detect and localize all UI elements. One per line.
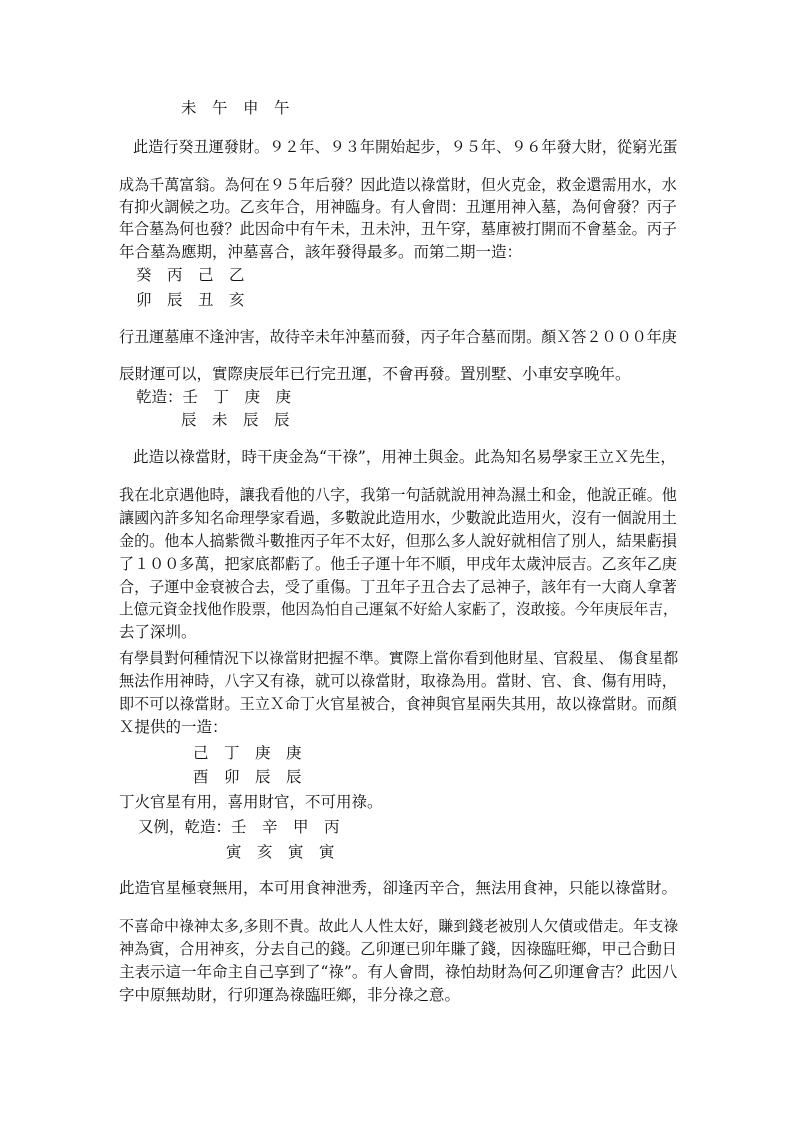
paragraph-line: 主表示這一年命主自己享到了“祿”。有人會問，祿怕劫財為何乙卯運會吉？此因八 [119,963,678,981]
chart-line-branches: 卯 辰 丑 亥 [136,291,245,309]
paragraph-line: 成為千萬富翁。為何在９５年后發？因此造以祿當財，但火克金，救金還需用水，水 [119,176,677,194]
paragraph-line: 讓國內許多知名命理學家看過，多數說此造用水，少數說此造用火，沒有一個說用土 [119,509,677,527]
paragraph-line: 丁火官星有用，喜用財官，不可用祿。 [119,793,383,811]
chart-line-branches: 酉 卯 辰 辰 [193,768,302,786]
chart-line-stems: 又例，乾造：壬 辛 甲 丙 [138,818,340,836]
paragraph-line: 此造行癸丑運發財。９２年、９３年開始起步，９５年、９６年發大財，從窮光蛋 [133,138,678,156]
paragraph-line: 字中原無劫財，行卯運為祿臨旺鄉，非分祿之意。 [119,986,461,1004]
chart-line-branches: 辰 未 辰 辰 [181,411,290,429]
paragraph-line: 行丑運墓庫不逢沖害，故待辛未年沖墓而發，丙子年合墓而閉。顏Ｘ答２０００年庚 [119,328,677,346]
chart-line-stems: 己 丁 庚 庚 [193,744,302,762]
paragraph-line: 即不可以祿當財。王立Ｘ命丁火官星被合，食神與官星兩失其用，故以祿當財。而顏 [119,695,677,713]
paragraph-line: 去了深圳。 [119,623,197,641]
paragraph-line: 了１００多萬，把家底都虧了。他壬子運十年不順，甲戌年太歲沖辰吉。乙亥年乙庚 [119,555,677,573]
paragraph-line: 神為賓，合用神亥，分去自己的錢。乙卯運已卯年賺了錢，因祿臨旺鄉，甲己合動日 [119,940,677,958]
paragraph-line: 我在北京遇他時，讓我看他的八字，我第一句話就說用神為濕土和金，他說正確。他 [119,486,677,504]
paragraph-line: 無法作用神時，八字又有祿，就可以祿當財，取祿為用。當財、官、食、傷有用時， [119,672,677,690]
paragraph-line: 辰財運可以，實際庚辰年已行完丑運，不會再發。置別墅、小車安享晚年。 [119,365,631,383]
paragraph-line: 年合墓為應期，沖墓喜合，該年發得最多。而第二期一造： [119,243,523,261]
paragraph-line: 合，子運中金衰被合去，受了重傷。丁丑年子丑合去了忌神子，該年有一大商人拿著 [119,578,677,596]
chart-line-stems: 乾造：壬 丁 庚 庚 [136,388,292,406]
paragraph-line: 有學員對何種情況下以祿當財把握不準。實際上當你看到他財星、官殺星、 傷食星都 [119,649,679,667]
paragraph-line: 此造官星極衰無用，本可用食神泄秀，卻逢丙辛合，無法用食神，只能以祿當財。 [119,879,678,897]
paragraph-line: 金的。他本人搞紫微斗數推丙子年不太好，但那么多人說好就相信了別人，結果虧損 [119,532,677,550]
paragraph-line: Ｘ提供的一造： [119,718,228,736]
chart-line-1: 未 午 申 午 [181,99,290,117]
chart-line-stems: 癸 丙 己 乙 [136,266,245,284]
paragraph-line: 不喜命中祿神太多,多則不貴。故此人人性太好，賺到錢老被別人欠債或借走。年支祿 [119,917,679,935]
paragraph-line: 有抑火調候之功。乙亥年合，用神臨身。有人會問：丑運用神入墓，為何會發？丙子 [119,198,677,216]
paragraph-line: 年合墓為何也發？此因命中有午未，丑未沖，丑午穿，墓庫被打開而不會墓金。丙子 [119,220,677,238]
chart-line-branches: 寅 亥 寅 寅 [226,843,335,861]
paragraph-line: 上億元資金找他作股票，他因為怕自己運氣不好給人家虧了，沒敢接。今年庚辰年吉， [119,601,678,618]
paragraph-line: 此造以祿當財，時干庚金為“干祿”，用神土與金。此為知名易學家王立Ｘ先生， [133,448,676,466]
